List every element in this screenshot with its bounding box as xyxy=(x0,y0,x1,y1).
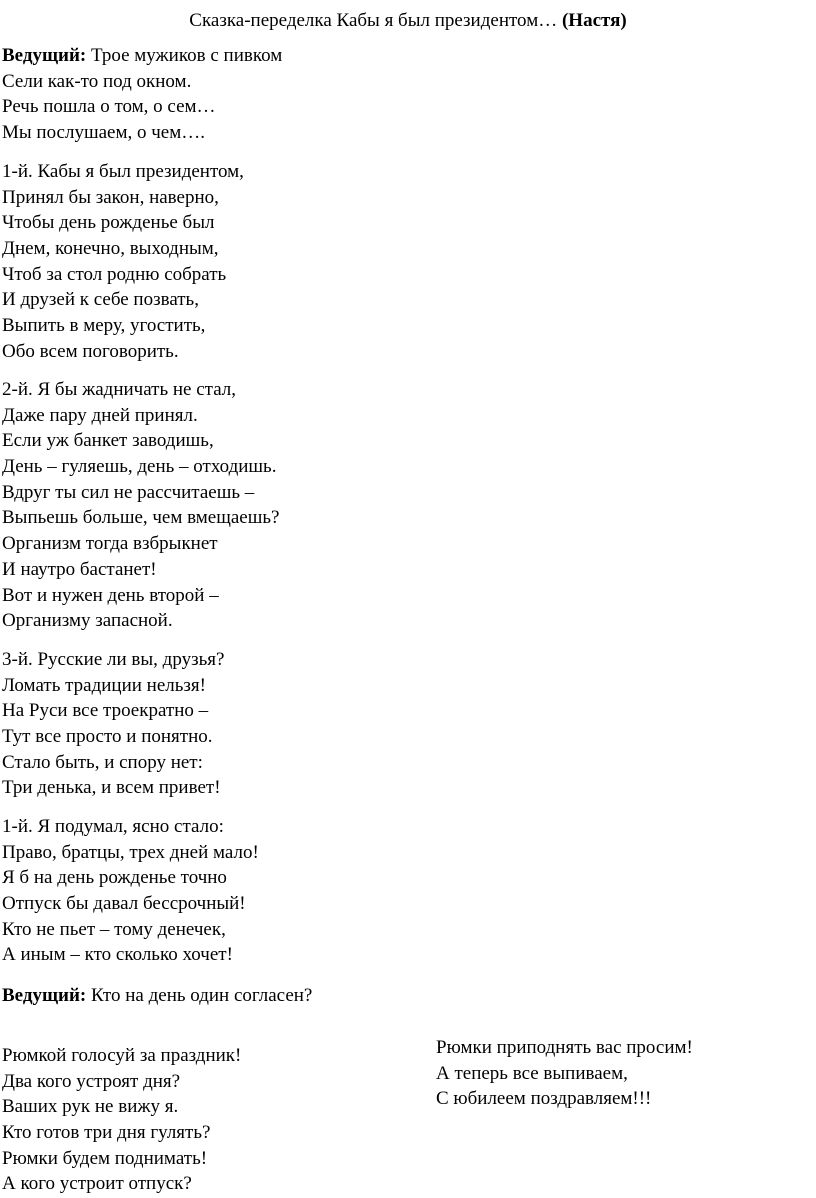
verse-line: День – гуляешь, день – отходишь. xyxy=(2,456,277,478)
verse-line: 1-й. Кабы я был президентом, xyxy=(2,161,244,182)
verse-line: Выпить в меру, угостить, xyxy=(2,315,206,337)
intro-line-text: Трое мужиков с пивком xyxy=(90,45,283,66)
verse-line: Чтоб за стол родню собрать xyxy=(2,263,227,285)
host-line xyxy=(2,983,312,1009)
speaker-label: Ведущий: xyxy=(2,985,87,1006)
verse-line: А кого устроит отпуск? xyxy=(2,1173,192,1195)
verse-line: 1-й. Я подумал, ясно стало: xyxy=(2,816,224,837)
verse-line: Сели как-то под окном. xyxy=(2,70,192,92)
verse-line: Кто не пьет – тому денечек, xyxy=(2,918,226,940)
verse-line: Стало быть, и спору нет: xyxy=(2,751,203,773)
verse-line: Чтобы день рожденье был xyxy=(2,212,215,234)
intro-first-line xyxy=(2,43,282,69)
verse-line: И наутро бастанет! xyxy=(2,558,157,580)
verse-line: Даже пару дней принял. xyxy=(2,404,198,426)
verse-line: Три денька, и всем привет! xyxy=(2,777,221,799)
verse-line: Кто готов три дня гулять? xyxy=(2,1122,211,1144)
verse-line: Если уж банкет заводишь, xyxy=(2,430,214,452)
verse-line: Речь пошла о том, о сем… xyxy=(2,96,216,118)
verse-line: Обо всем поговорить. xyxy=(2,340,179,362)
intro-block xyxy=(2,43,282,146)
verse-line: Выпьешь больше, чем вмещаешь? xyxy=(2,507,280,529)
verse-line: Право, братцы, трех дней мало! xyxy=(2,841,259,863)
verse-line: 3-й. Русские ли вы, друзья? xyxy=(2,649,225,670)
stanza-2 xyxy=(2,377,279,634)
verse-line: А иным – кто сколько хочет! xyxy=(2,944,233,966)
title-author: (Настя) xyxy=(561,10,627,31)
speaker-label: Ведущий: xyxy=(2,45,87,66)
verse-line: Отпуск бы давал бессрочный! xyxy=(2,893,246,915)
verse-line: Ломать традиции нельзя! xyxy=(2,674,206,696)
verse-line: И друзей к себе позвать, xyxy=(2,289,199,311)
verse-line: Мы послушаем, о чем…. xyxy=(2,122,205,144)
right-column xyxy=(436,1035,693,1112)
stanza-3 xyxy=(2,647,224,801)
host-line-text: Кто на день один согласен? xyxy=(90,985,313,1006)
verse-line: Организму запасной. xyxy=(2,610,173,632)
verse-line: С юбилеем поздравляем!!! xyxy=(436,1088,652,1110)
title-text: Сказка-переделка Кабы я был президентом… xyxy=(189,10,558,31)
verse-line: Принял бы закон, наверно, xyxy=(2,186,219,208)
host-question xyxy=(2,983,312,1009)
verse-line: Вдруг ты сил не рассчитаешь – xyxy=(2,481,255,503)
verse-line: А теперь все выпиваем, xyxy=(436,1062,628,1084)
verse-line: Организм тогда взбрыкнет xyxy=(2,533,218,555)
left-column xyxy=(2,1043,241,1197)
verse-line: Ваших рук не вижу я. xyxy=(2,1096,179,1118)
verse-line: Рюмки будем поднимать! xyxy=(2,1147,208,1169)
verse-line: Рюмкой голосуй за праздник! xyxy=(2,1045,242,1066)
stanza-1 xyxy=(2,159,244,365)
verse-line: Я б на день рожденье точно xyxy=(2,867,227,889)
verse-line: На Руси все троекратно – xyxy=(2,700,209,722)
document-title xyxy=(0,8,816,34)
verse-line: 2-й. Я бы жадничать не стал, xyxy=(2,379,237,400)
verse-line: Днем, конечно, выходным, xyxy=(2,238,219,260)
verse-line: Тут все просто и понятно. xyxy=(2,726,213,748)
verse-line: Вот и нужен день второй – xyxy=(2,584,219,606)
stanza-4 xyxy=(2,814,259,968)
verse-line: Рюмки приподнять вас просим! xyxy=(436,1037,693,1058)
verse-line: Два кого устроят дня? xyxy=(2,1070,181,1092)
